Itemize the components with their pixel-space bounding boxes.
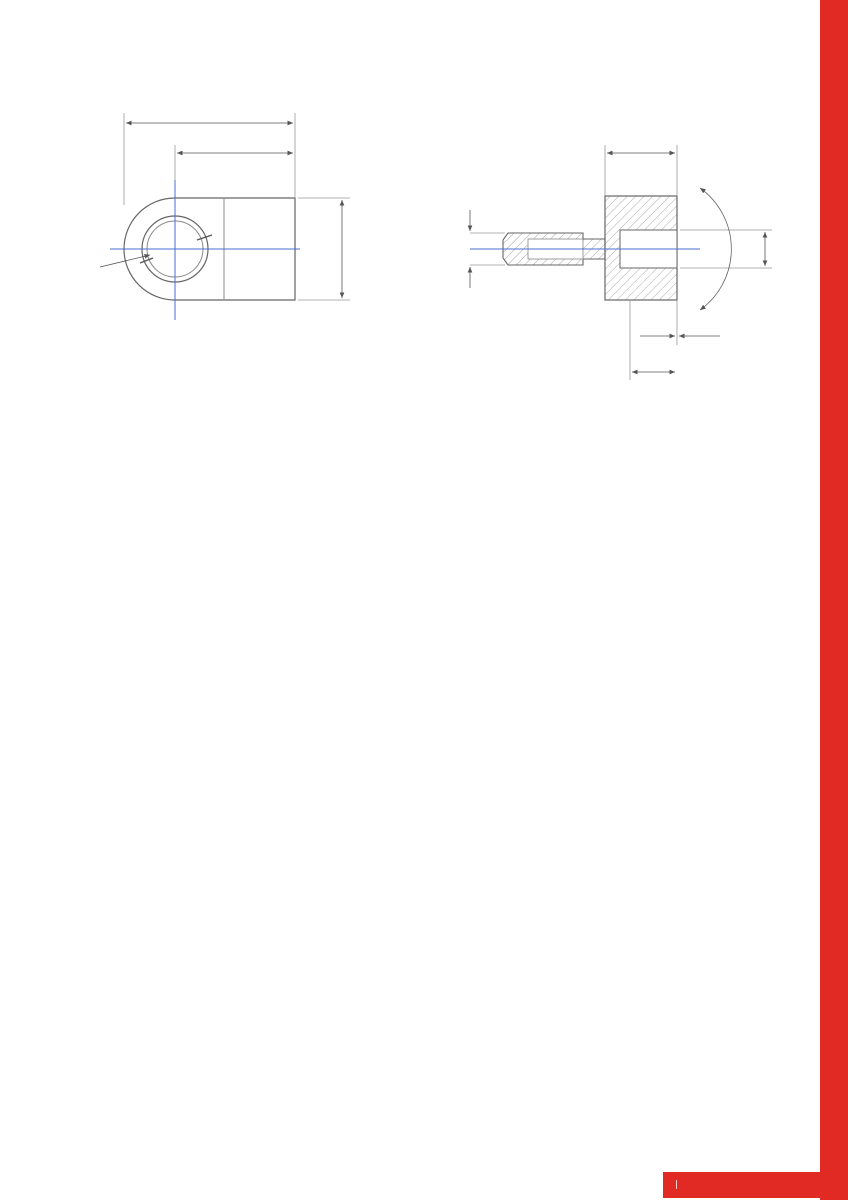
footer-band xyxy=(663,1172,848,1198)
front-view xyxy=(100,113,350,320)
side-section-view xyxy=(470,145,772,380)
technical-drawing xyxy=(0,0,848,400)
footer-divider: | xyxy=(675,1180,679,1190)
